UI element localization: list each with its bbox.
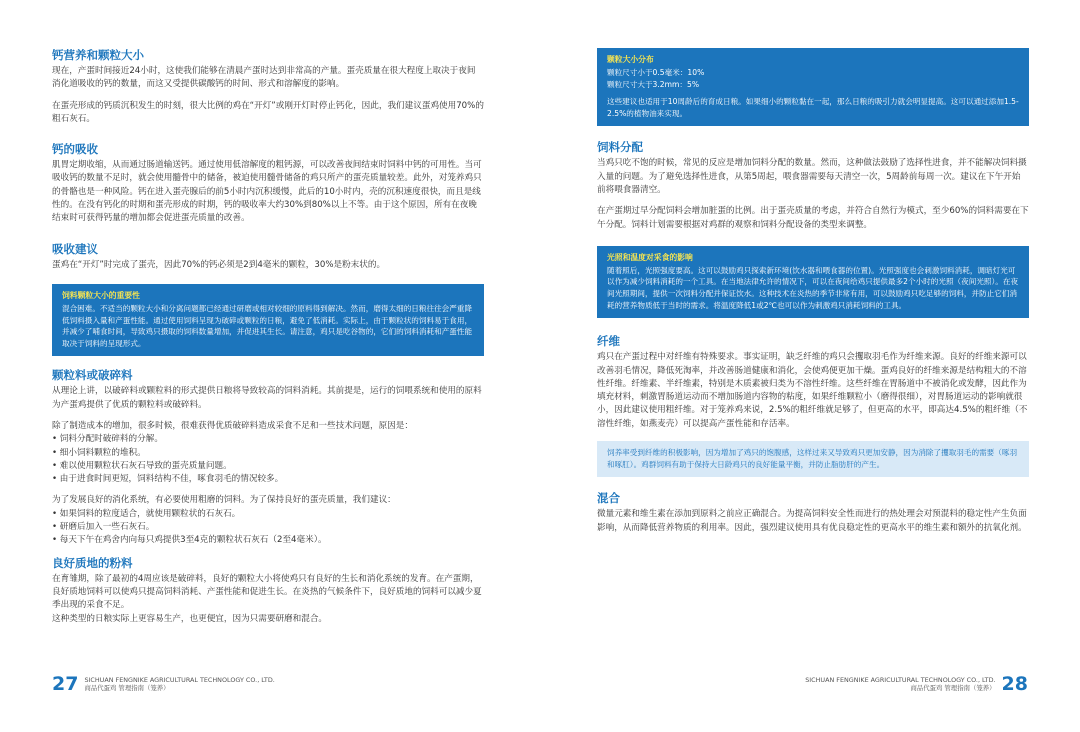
- footer-guide-title: 商品代蛋鸡 管理指南（笼养）: [84, 684, 170, 692]
- paragraph: 当鸡只吃不饱的时候，常见的反应是增加饲料分配的数量。然而，这种做法鼓励了选择性进食，并不能解决饲料摄入量的问题。为了避免选择性进食，从第5周起，喂食器需要每天清空一次，5周龄前每周一次。建议在下午开始前将喂食器清空。: [597, 158, 1027, 195]
- list-item: • 饲料分配时破碎料的分解。: [52, 434, 163, 445]
- section-title-pellet-or-crumble: 颗粒料或破碎料: [52, 368, 133, 383]
- footer-guide-title: 商品代蛋鸡 管理指南（笼养）: [910, 684, 996, 692]
- paragraph: 蛋鸡在“开灯”时完成了蛋壳，因此70%的钙必须是2到4毫米的颗粒，30%是粉末状的。: [52, 259, 386, 270]
- paragraph: 为了发展良好的消化系统，有必要使用粗磨的饲料。为了保持良好的蛋壳质量，我们建议：: [52, 495, 396, 506]
- section-title-feed-distribution: 饲料分配: [597, 140, 643, 155]
- info-box-text: 这些建议也适用于10周龄后的育成日粮。如果细小的颗粒黏在一起，那么日粮的吸引力就会明显提高。这可以通过添加1.5-2.5%的植物油来实现。: [607, 97, 1019, 118]
- info-box-light-temperature: [597, 246, 1029, 318]
- footer-company: SICHUAN FENGNIKE AGRICULTURAL TECHNOLOGY CO., LTD.: [805, 675, 996, 684]
- list-item: • 细小饲料颗粒的堆积。: [52, 447, 146, 458]
- paragraph: 现在，产蛋时间接近24小时，这使我们能够在清晨产蛋时达到非常高的产量。蛋壳质量在很大程度上取决于夜间消化道吸收的钙的数量，而这又受提供碳酸钙的时间、形式和溶解度的影响。: [52, 66, 476, 90]
- footer-company: SICHUAN FENGNIKE AGRICULTURAL TECHNOLOGY CO., LTD.: [84, 675, 275, 684]
- paragraph: 在蛋壳形成的钙质沉积发生的时刻，很大比例的鸡在“开灯”或刚开灯时停止钙化，因此，我们建议蛋鸡使用70%的粗石灰石。: [52, 100, 484, 124]
- info-box-particle-distribution: [597, 48, 1029, 126]
- info-box-title: 饲料颗粒大小的重要性: [62, 290, 140, 300]
- info-box-text: 混合困难。不适当的颗粒大小和分离问题都已经通过研磨或相对较细的原料得到解决。然而，磨得太细的日粮往往会严重降低饲料摄入量和产蛋性能。通过使用饲料呈现为破碎或颗粒的日粮，避免了低消耗。实际上，由于颗粒状的饲料易于食用，并减少了哺食时间，导致鸡只摄取的饲料数量增加，并促进其生长。请注意，鸡只是吃谷物的，它们的饲料消耗和产蛋性能取决于饲料的呈现形式。: [62, 303, 473, 348]
- bullet-list: [52, 433, 484, 486]
- section-title-fine-mash: 良好质地的粉料: [52, 555, 133, 570]
- paragraph: 肌胃定期收缩，从而通过肠道输送钙。通过使用低溶解度的粗钙源，可以改善夜间结束时饲料中钙的可用性。当可吸收钙的数量不足时，就会使用髓骨中的储备，被迫使用髓骨储备的鸡只所产的蛋壳质量较差。此外，对笼养鸡只的骨骼也是一种风险。钙在进入蛋壳腺后的前5小时内沉积缓慢，此后的10小时内，壳的沉积速度很快，而且是线性的。在没有钙化的时期和蛋壳形成的时期，钙的吸收率大约30%到80%以上不等。由于这个原因，所有在夜晚结束时可获得钙量的增加都会促进蛋壳质量的改善。: [52, 160, 482, 224]
- section-title-calcium-absorption: 钙的吸收: [52, 142, 98, 157]
- page-number: 28: [1001, 673, 1028, 695]
- info-box-line: 颗粒尺寸大于3.2mm：5%: [607, 79, 700, 89]
- info-box-feed-particle-importance: [52, 284, 484, 356]
- info-box-title: 颗粒大小分布: [607, 55, 654, 64]
- paragraph: 这种类型的日粮实际上更容易生产，也更便宜，因为只需要研磨和混合。: [52, 613, 328, 624]
- section-title-absorption-advice: 吸收建议: [52, 241, 98, 256]
- paragraph: 在育雏期，除了最初的4周应该是破碎料，良好的颗粒大小将使鸡只有良好的生长和消化系统的发育。在产蛋期，良好质地饲料可以使鸡只提高饲料消耗、产蛋性能和促进生长。在炎热的气候条件下，良好质地的饲料可以减少夏季出现的采食不足。: [52, 573, 482, 611]
- bullet-list: [52, 508, 484, 548]
- list-item: • 由于进食时间更短，饲料结构不佳，啄食羽毛的情况较多。: [52, 474, 284, 485]
- paragraph: 在产蛋期过早分配饲料会增加脏蛋的比例。出于蛋壳质量的考虑，并符合自然行为模式，至少60%的饲料需要在下午分配。饲料计划需要根据对鸡群的观察和饲料分配设备的类型来调整。: [597, 206, 1029, 230]
- footer-right: [805, 674, 1028, 694]
- left-page-column: [52, 48, 484, 634]
- list-item: • 难以使用颗粒状石灰石导致的蛋壳质量问题。: [52, 460, 232, 471]
- list-item: • 研磨后加入一些石灰石。: [52, 522, 155, 533]
- section-title-fiber: 纤维: [597, 334, 620, 349]
- footer-left: [52, 674, 275, 694]
- info-box-title: 光照和温度对采食的影响: [607, 252, 693, 262]
- paragraph: 鸡只在产蛋过程中对纤维有特殊要求。事实证明，缺乏纤维的鸡只会攫取羽毛作为纤维来源。良好的纤维来源可以改善羽毛情况，降低死淘率，并改善肠道健康和消化，会使鸡便更加干燥。蛋鸡良好的纤维来源是结构粗大的不溶性纤维。纤维素、半纤维素，特别是木质素被归类为不溶性纤维。这些纤维在胃肠道中不被消化或发酵，因此作为填充材料，刺激胃肠道运动而不增加肠道内容物的粘度，如果纤维颗粒小（磨得很细），对胃肠道运动的影响就很小，因此建议使用粗纤维。对于笼养鸡来说，2.5%的粗纤维就足够了，但更高的水平，即高达4.5%的粗纤维（不溶性纤维，如燕麦壳）可以提高产蛋性能和存活率。: [597, 352, 1028, 429]
- paragraph: 从理论上讲，以破碎料或颗粒料的形式提供日粮将导致较高的饲料消耗。其前提是，运行的饲喂系统和使用的原料为产蛋鸡提供了优质的颗粒料或破碎料。: [52, 386, 482, 410]
- info-box-line: 颗粒尺寸小于0.5毫米：10%: [607, 68, 705, 77]
- info-box-text: 随着照后，光照强度要高。这可以鼓励鸡只探索新环境(饮水器和喂食器的位置)。光照强度也会刺激饲料消耗，调暗灯光可以作为减少饲料消耗的一个工具。在当地法律允许的情况下，可以在夜间给鸡只提供最多2个小时的光照（夜间光照）。在夜间光照期间，提供一次饲料分配并保证饮水。这种技术在炎热的季节非常有用，可以鼓励鸡只吃足够的饲料，并防止它们消耗的营养物质低于当时的需求。将温度降低1或2℃也可以作为刺激鸡只消耗饲料的工具。: [607, 265, 1019, 310]
- right-page-column: [597, 48, 1029, 543]
- paragraph: 除了制造成本的增加，很多时候，很难获得优质破碎料造成采食不足和一些技术问题，原因是：: [52, 420, 413, 431]
- paragraph: 微量元素和维生素在添加到原料之前应正确混合。为提高饲料安全性而进行的热处理会对预混料的稳定性产生负面影响，从而降低营养物质的利用率。因此，强烈建议使用具有优良稳定性的更高水平的维生素和额外的抗氧化剂。: [597, 509, 1027, 533]
- section-title-calcium-particle-size: 钙营养和颗粒大小: [52, 48, 144, 62]
- info-box-text: 饲养率受到纤维的积极影响，因为增加了鸡只的饱腹感，这样过来又导致鸡只更加安静，因为消除了攫取羽毛的需要（啄羽和啄肛）。鸡群饲料有助于保持大日龄鸡只的良好能量平衡，并防止脂肪肝的产生。: [607, 448, 1018, 469]
- list-item: • 如果饲料的粒度适合，就使用颗粒状的石灰石。: [52, 508, 241, 519]
- section-title-mixing: 混合: [597, 491, 620, 506]
- page-number: 27: [52, 673, 79, 695]
- list-item: • 每天下午在鸡舍内向每只鸡提供3至4克的颗粒状石灰石（2至4毫米）。: [52, 535, 327, 546]
- info-box-fiber-effect: [597, 441, 1029, 477]
